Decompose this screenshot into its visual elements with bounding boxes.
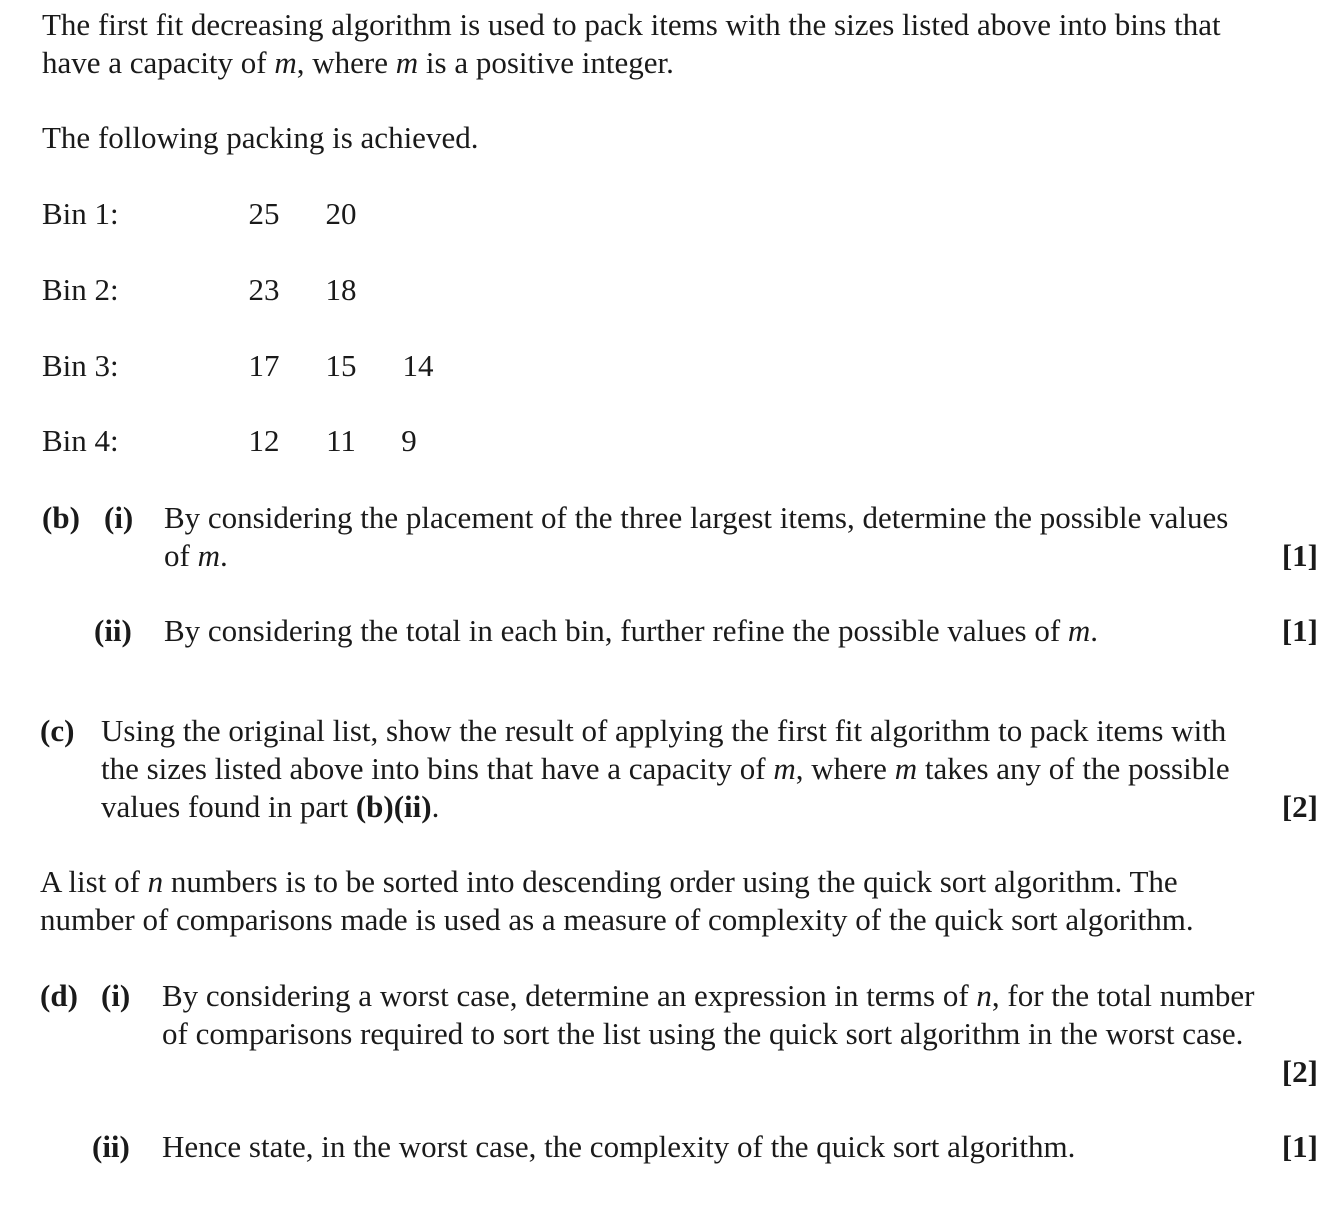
question-b-ii-text: By considering the total in each bin, further refine the possible values of m. [164, 613, 1099, 648]
quick-sort-intro-line-2: number of comparisons made is used as a measure of complexity of the quick sort algorithm. [40, 902, 1194, 937]
variable-n: n [976, 978, 992, 1013]
bin-label: Bin 3: [42, 348, 119, 383]
marks-d-i: [2] [1281, 1054, 1318, 1089]
bin-label: Bin 2: [42, 272, 119, 307]
bin-item: 11 [326, 423, 356, 458]
bin-item: 23 [248, 272, 280, 307]
variable-m: m [1067, 613, 1091, 648]
part-label-b: (b) [42, 500, 80, 535]
subpart-label-b-i: (i) [104, 500, 134, 535]
bin-label: Bin 4: [42, 423, 119, 458]
bin-item: 14 [402, 348, 434, 383]
question-b-i-line-1: By considering the placement of the three largest items, determine the possible values [164, 500, 1229, 535]
marks-b-ii: [1] [1281, 613, 1318, 648]
bin-item: 12 [248, 423, 280, 458]
subpart-label-b-ii: (ii) [94, 613, 132, 648]
marks-c: [2] [1281, 789, 1318, 824]
intro-line-1: The first fit decreasing algorithm is used to pack items with the sizes listed above into bins that [42, 7, 1221, 42]
bin-item: 18 [325, 272, 357, 307]
question-c-line-3: values found in part (b)(ii). [101, 789, 440, 824]
marks-b-i: [1] [1281, 538, 1318, 573]
variable-m: m [197, 538, 220, 573]
variable-m: m [274, 45, 297, 80]
variable-m: m [395, 45, 419, 80]
bin-item: 9 [401, 423, 417, 458]
question-b-i-line-2: of m. [164, 538, 228, 573]
quick-sort-intro-line-1: A list of n numbers is to be sorted into descending order using the quick sort algorithm. The [40, 864, 1178, 899]
variable-m: m [773, 751, 796, 786]
bin-item: 15 [325, 348, 357, 383]
variable-n: n [147, 864, 164, 899]
variable-m: m [894, 751, 918, 786]
marks-d-ii: [1] [1281, 1129, 1318, 1164]
bin-label: Bin 1: [42, 196, 119, 231]
question-d-i-line-1: By considering a worst case, determine an expression in terms of n, for the total number [162, 978, 1255, 1013]
question-d-ii-text: Hence state, in the worst case, the complexity of the quick sort algorithm. [162, 1129, 1076, 1164]
subpart-label-d-i: (i) [101, 978, 131, 1013]
part-reference: (b)(ii) [355, 789, 432, 824]
intro-line-2: have a capacity of m, where m is a positive integer. [42, 45, 674, 80]
part-label-c: (c) [40, 713, 75, 748]
question-c-line-1: Using the original list, show the result of applying the first fit algorithm to pack items with [101, 713, 1227, 748]
bin-item: 17 [248, 348, 280, 383]
subpart-label-d-ii: (ii) [92, 1129, 130, 1164]
bin-item: 20 [325, 196, 357, 231]
part-label-d: (d) [40, 978, 78, 1013]
bin-item: 25 [248, 196, 280, 231]
question-d-i-line-2: of comparisons required to sort the list using the quick sort algorithm in the worst case. [162, 1016, 1244, 1051]
packing-intro: The following packing is achieved. [42, 120, 479, 155]
question-c-line-2: the sizes listed above into bins that have a capacity of m, where m takes any of the possible [101, 751, 1230, 786]
